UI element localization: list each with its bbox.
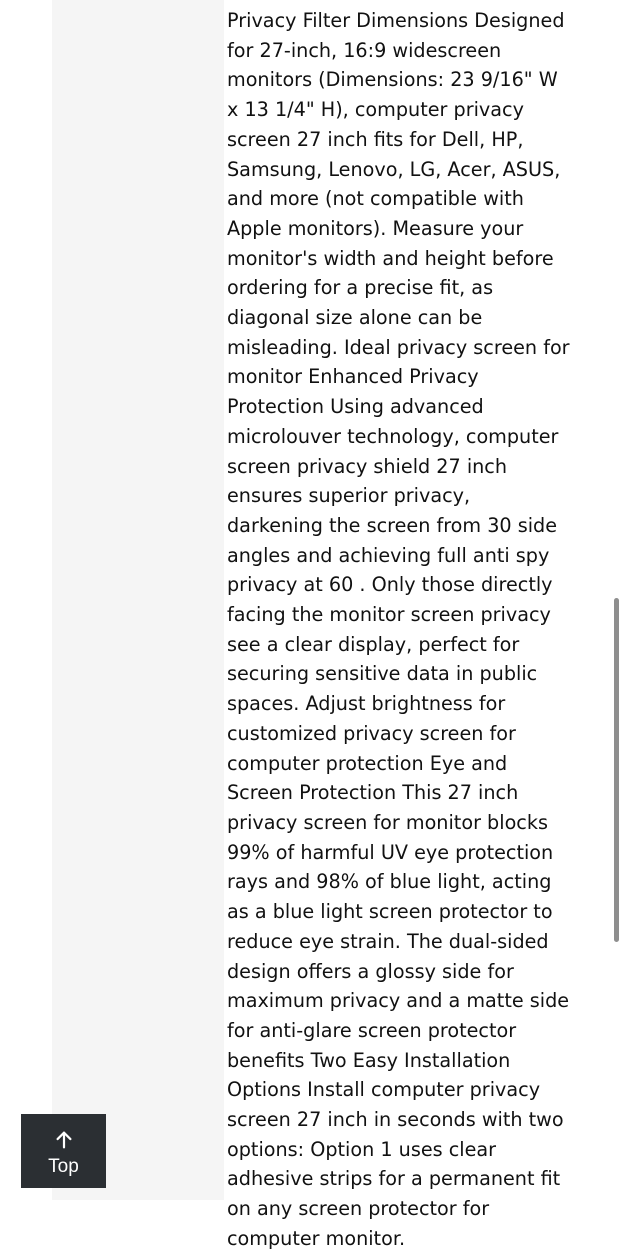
back-to-top-button[interactable] (21, 1114, 106, 1188)
product-description (227, 6, 572, 1254)
scrollbar-thumb[interactable] (614, 598, 619, 942)
product-description-text: Privacy Filter Dimensions Designed for 27-inch, 16:9 widescreen monitors (Dimensions: 23 9/16" W x 13 1/4" H), computer privacy screen 27 inch fits for Dell, HP, Samsung, Lenovo, LG, Acer, ASUS, and more (not compatible with Apple monitors). Measure your monitor's width and height before ordering for a precise fit, as diagonal size alone can be misleading. Ideal privacy screen for monitor Enhanced Privacy Protection Using advanced microlouver technology, computer screen privacy shield 27 inch ensures superior privacy, darkening the screen from 30 side angles and achieving full anti spy privacy at 60 . Only those directly facing the monitor screen privacy see a clear display, perfect for securing sensitive data in public spaces. Adjust brightness for customized privacy screen for computer protection Eye and Screen Protection This 27 inch privacy screen for monitor blocks 99% of harmful UV eye protection rays and 98% of blue light, acting as a blue light screen protector to reduce eye strain. The dual-sided design offers a glossy side for maximum privacy and a matte side for anti-glare screen protector benefits Two Easy Installation Options Install computer privacy screen 27 inch in seconds with two options: Option 1 uses clear adhesive strips for a permanent fit on any screen protector for computer monitor. (227, 9, 570, 1250)
left-panel (52, 0, 224, 1200)
back-to-top-label: Top (48, 1155, 79, 1177)
left-gutter (0, 0, 52, 1200)
arrow-up-icon (53, 1129, 75, 1151)
